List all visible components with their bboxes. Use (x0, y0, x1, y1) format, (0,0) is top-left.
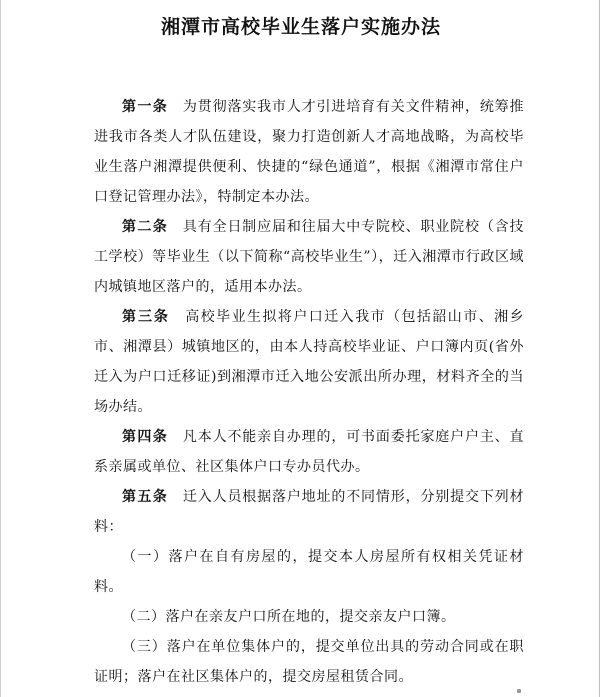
article-text: 具有全日制应届和往届大中专院校、职业院校（含技工学校）等毕业生（以下简称“高校毕业生”），迁入湘潭市行政区域内城镇地区落户的，适用本办法。 (94, 219, 525, 295)
article-label: 第二条 (122, 219, 169, 235)
article-5 (94, 482, 524, 542)
article-text: 为贯彻落实我市人才引进培育有关文件精神，统筹推进我市各类人才队伍建设，聚力打造创新人才高地战略，为高校毕业生落户湘潭提供便利、快捷的“绿色通道”，根据《湘潭市常住户口登记管理办法》，特制定本办法。 (94, 99, 525, 205)
article-text: 凡本人不能亲自办理的，可书面委托家庭户户主、直系亲属或单位、社区集体户口专办员代办。 (94, 429, 525, 475)
article-label: 第五条 (122, 489, 169, 505)
document-body (94, 92, 524, 692)
article-1 (94, 92, 524, 212)
article-4 (94, 422, 524, 482)
article-3 (94, 302, 524, 422)
article-2 (94, 212, 524, 302)
article-label: 第三条 (122, 309, 170, 325)
scan-speck (517, 689, 521, 693)
article-label: 第四条 (122, 429, 169, 445)
document-title: 湘潭市高校毕业生落户实施办法 (160, 16, 441, 38)
article-text: 迁入人员根据落户地址的不同情形，分别提交下列材料： (94, 489, 525, 535)
article-label: 第一条 (122, 99, 169, 115)
list-item: （二）落户在亲友户口所在地的，提交亲友户口簿。 (122, 609, 456, 625)
list-item: （三）落户在单位集体户的，提交单位出具的劳动合同或在职证明；落户在社区集体户的，提交房屋租赁合同。 (94, 639, 524, 685)
article-text: 高校毕业生拟将户口迁入我市（包括韶山市、湘乡市、湘潭县）城镇地区的，由本人持高校毕业证、户口簿内页(省外迁入为户口迁移证)到湘潭市迁入地公安派出所办理，材料齐全的当场办结。 (94, 309, 525, 415)
list-item: （一）落户在自有房屋的，提交本人房屋所有权相关凭证材料。 (94, 549, 524, 595)
